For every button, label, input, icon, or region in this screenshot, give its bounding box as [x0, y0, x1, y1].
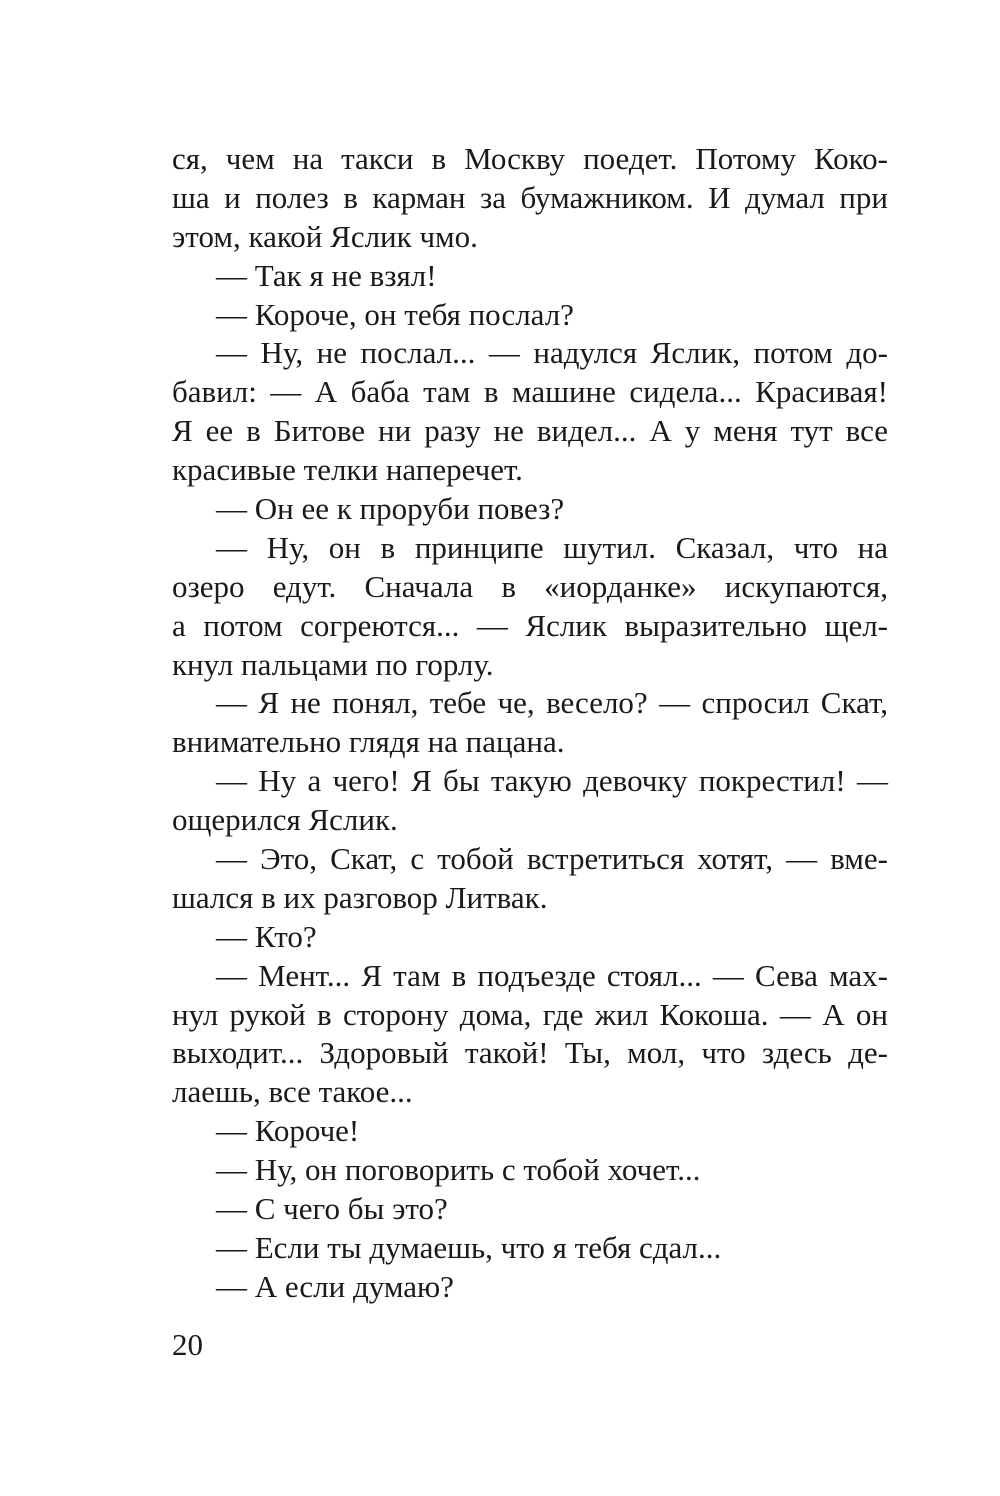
text-line: лаешь, все такое...	[172, 1074, 413, 1110]
text-line: красивые телки наперечет.	[172, 452, 523, 488]
text-line: бавил: — А баба там в машине сидела... Красивая!	[172, 374, 888, 410]
text-line: — Если ты думаешь, что я тебя сдал...	[216, 1229, 722, 1265]
text-line: — Так я не взял!	[216, 257, 437, 293]
text-line: — Ну, он поговорить с тобой хочет...	[216, 1152, 701, 1188]
body-text	[172, 140, 888, 1307]
text-line: внимательно глядя на пацана.	[172, 724, 565, 760]
text-line: — А если думаю?	[216, 1268, 454, 1304]
text-line: Я ее в Битове ни разу не видел... А у меня тут все	[172, 413, 888, 449]
text-line: кнул пальцами по горлу.	[172, 646, 494, 682]
text-line: ся, чем на такси в Москву поедет. Потому Коко-	[172, 141, 888, 176]
text-line: шался в их разговор Литвак.	[172, 879, 548, 915]
text-line: озеро едут. Сначала в «иорданке» искупаются,	[172, 568, 888, 604]
text-line: — Короче, он тебя послал?	[216, 296, 574, 332]
text-line: а потом согреются... — Яслик выразительно щел-	[172, 607, 888, 643]
text-line: — Ну, не послал... — надулся Яслик, потом до-	[216, 335, 888, 371]
text-line: — Я не понял, тебе че, весело? — спросил Скат,	[216, 685, 888, 721]
text-line: — С чего бы это?	[216, 1191, 448, 1227]
text-line: — Ну, он в принципе шутил. Сказал, что на	[216, 529, 888, 565]
text-line: — Он ее к проруби повез?	[216, 491, 565, 527]
text-line: этом, какой Яслик чмо.	[172, 218, 478, 254]
text-line: ощерился Яслик.	[172, 802, 398, 838]
page-number: 20	[172, 1327, 203, 1362]
text-line: нул рукой в сторону дома, где жил Кокоша. — А он	[172, 996, 888, 1032]
text-line: — Ну а чего! Я бы такую девочку покрестил! —	[216, 763, 888, 799]
text-line: — Короче!	[216, 1113, 360, 1149]
text-line: — Мент... Я там в подъезде стоял... — Сева мах-	[216, 957, 888, 993]
text-line: — Кто?	[216, 918, 317, 954]
text-line: выходит... Здоровый такой! Ты, мол, что здесь де-	[172, 1035, 888, 1071]
text-line: ша и полез в карман за бумажником. И думал при	[172, 179, 888, 215]
text-line: — Это, Скат, с тобой встретиться хотят, — вме-	[216, 841, 888, 877]
